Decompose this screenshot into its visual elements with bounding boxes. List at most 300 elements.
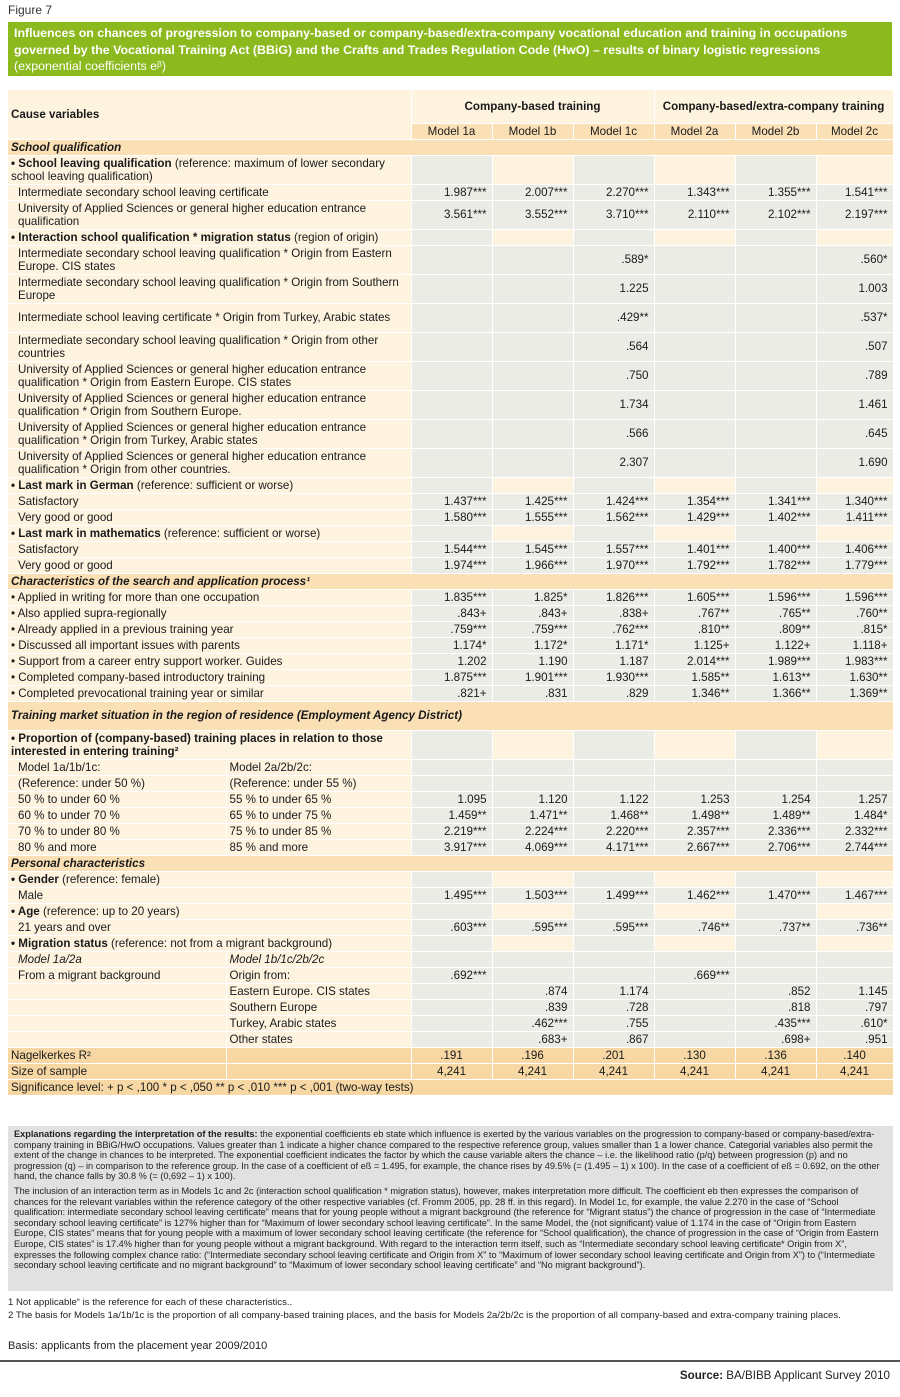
row-label: University of Applied Sciences or general higher education entrance qualification * Origin from other countries. bbox=[8, 448, 411, 477]
row-label-a: Model 1a/2a bbox=[8, 951, 226, 967]
value-cell: 1.489** bbox=[735, 807, 816, 823]
table-row bbox=[8, 791, 893, 807]
value-cell bbox=[735, 951, 816, 967]
value-cell: 1.174 bbox=[573, 983, 654, 999]
row-label-a: (Reference: under 50 %) bbox=[8, 775, 226, 791]
value-cell bbox=[654, 419, 735, 448]
stat-value: .201 bbox=[573, 1047, 654, 1063]
empty-cell bbox=[735, 155, 816, 184]
group-heading bbox=[8, 935, 411, 951]
table-row bbox=[8, 390, 893, 419]
value-cell: 1.987*** bbox=[411, 184, 492, 200]
value-cell: 1.369** bbox=[816, 685, 893, 701]
value-cell bbox=[654, 303, 735, 332]
stat-value: 4,241 bbox=[492, 1063, 573, 1079]
value-cell: .755 bbox=[573, 1015, 654, 1031]
value-cell: 2.197*** bbox=[816, 200, 893, 229]
value-cell: 1.613** bbox=[735, 669, 816, 685]
title-text: Influences on chances of progression to company-based or company-based/extra-company vocational education and training in occupations governed by the Vocational Training Act (BBiG) and the Crafts and Trades Regulation Code (HwO) – results of binary logistic regressions bbox=[14, 26, 848, 57]
value-cell: 3.561*** bbox=[411, 200, 492, 229]
value-cell: 1.989*** bbox=[735, 653, 816, 669]
value-cell: 1.172* bbox=[492, 637, 573, 653]
value-cell: 1.970*** bbox=[573, 557, 654, 573]
value-cell bbox=[492, 951, 573, 967]
empty-cell bbox=[411, 935, 492, 951]
header-company-extra: Company-based/extra-company training bbox=[654, 90, 893, 123]
value-cell: 2.307 bbox=[573, 448, 654, 477]
value-cell: 1.402*** bbox=[735, 509, 816, 525]
value-cell: .759*** bbox=[411, 621, 492, 637]
value-cell: .435*** bbox=[735, 1015, 816, 1031]
table-row bbox=[8, 541, 893, 557]
value-cell: 1.630** bbox=[816, 669, 893, 685]
value-cell bbox=[735, 448, 816, 477]
row-label: Very good or good bbox=[8, 509, 411, 525]
source-label: Source: bbox=[679, 1369, 724, 1382]
value-cell bbox=[492, 390, 573, 419]
empty-cell bbox=[735, 935, 816, 951]
value-cell: 1.202 bbox=[411, 653, 492, 669]
table-row bbox=[8, 983, 893, 999]
row-label: • Support from a career entry support worker. Guides bbox=[8, 653, 411, 669]
value-cell: 2.102*** bbox=[735, 200, 816, 229]
value-cell: 1.122 bbox=[573, 791, 654, 807]
row-label: • Completed company-based introductory training bbox=[8, 669, 411, 685]
empty-cell bbox=[735, 229, 816, 245]
value-cell: 1.145 bbox=[816, 983, 893, 999]
value-cell: 2.219*** bbox=[411, 823, 492, 839]
table-row bbox=[8, 509, 893, 525]
empty-cell bbox=[411, 229, 492, 245]
value-cell: 1.003 bbox=[816, 274, 893, 303]
source-text: BA/BIBB Applicant Survey 2010 bbox=[723, 1369, 890, 1382]
header-cause: Cause variables bbox=[8, 90, 411, 139]
group-heading bbox=[8, 477, 411, 493]
value-cell: .589* bbox=[573, 245, 654, 274]
table-row bbox=[8, 589, 893, 605]
table-row bbox=[8, 477, 893, 493]
value-cell bbox=[654, 361, 735, 390]
value-cell bbox=[573, 775, 654, 791]
value-cell: 1.462*** bbox=[654, 887, 735, 903]
value-cell bbox=[816, 759, 893, 775]
value-cell: 3.552*** bbox=[492, 200, 573, 229]
table-row bbox=[8, 361, 893, 390]
table-row bbox=[8, 605, 893, 621]
value-cell: 1.544*** bbox=[411, 541, 492, 557]
empty-cell bbox=[492, 871, 573, 887]
value-cell bbox=[735, 759, 816, 775]
row-label: Very good or good bbox=[8, 557, 411, 573]
value-cell: 1.484* bbox=[816, 807, 893, 823]
row-label: University of Applied Sciences or general higher education entrance qualification * Origin from Eastern Europe. CIS states bbox=[8, 361, 411, 390]
value-cell: 1.429*** bbox=[654, 509, 735, 525]
empty-cell bbox=[816, 229, 893, 245]
value-cell: 1.580*** bbox=[411, 509, 492, 525]
empty-cell bbox=[411, 871, 492, 887]
value-cell: 1.253 bbox=[654, 791, 735, 807]
table-row bbox=[8, 935, 893, 951]
table-row bbox=[8, 871, 893, 887]
table-row bbox=[8, 887, 893, 903]
row-label-a: 80 % and more bbox=[8, 839, 226, 855]
empty-cell bbox=[573, 871, 654, 887]
value-cell bbox=[411, 245, 492, 274]
table-row bbox=[8, 967, 893, 983]
row-label: • Applied in writing for more than one occupation bbox=[8, 589, 411, 605]
section-heading: Training market situation in the region of residence (Employment Agency District) bbox=[8, 701, 893, 730]
row-label-b: Origin from: bbox=[226, 967, 411, 983]
table-row bbox=[8, 759, 893, 775]
value-cell: 1.190 bbox=[492, 653, 573, 669]
group-label: • Migration status bbox=[11, 936, 108, 950]
row-label-b: 55 % to under 65 % bbox=[226, 791, 411, 807]
empty-cell bbox=[573, 229, 654, 245]
group-heading bbox=[8, 871, 411, 887]
value-cell bbox=[492, 419, 573, 448]
value-cell bbox=[492, 332, 573, 361]
row-label-b: 75 % to under 85 % bbox=[226, 823, 411, 839]
value-cell: 1.468** bbox=[573, 807, 654, 823]
value-cell: 1.118+ bbox=[816, 637, 893, 653]
empty-cell bbox=[492, 155, 573, 184]
row-label-b: Southern Europe bbox=[226, 999, 411, 1015]
row-label: Intermediate secondary school leaving qualification * Origin from other countries bbox=[8, 332, 411, 361]
value-cell bbox=[492, 448, 573, 477]
table-row bbox=[8, 951, 893, 967]
value-cell bbox=[654, 274, 735, 303]
value-cell: 1.901*** bbox=[492, 669, 573, 685]
value-cell: .645 bbox=[816, 419, 893, 448]
table-row bbox=[8, 653, 893, 669]
value-cell: 4.171*** bbox=[573, 839, 654, 855]
value-cell: 1.122+ bbox=[735, 637, 816, 653]
row-label-a bbox=[8, 1031, 226, 1047]
row-label-a: From a migrant background bbox=[8, 967, 226, 983]
basis-note: Basis: applicants from the placement year 2009/2010 bbox=[8, 1340, 268, 1352]
value-cell: .737** bbox=[735, 919, 816, 935]
value-cell: .838+ bbox=[573, 605, 654, 621]
value-cell: .507 bbox=[816, 332, 893, 361]
group-reference: (reference: sufficient or worse) bbox=[160, 526, 321, 540]
table-row bbox=[8, 1031, 893, 1047]
value-cell bbox=[654, 448, 735, 477]
row-label-b: Eastern Europe. CIS states bbox=[226, 983, 411, 999]
value-cell bbox=[654, 759, 735, 775]
stat-value: 4,241 bbox=[735, 1063, 816, 1079]
title-subtext: (exponential coefficients eᵝ) bbox=[14, 59, 166, 73]
table-row bbox=[8, 669, 893, 685]
value-cell: 1.187 bbox=[573, 653, 654, 669]
row-label-a bbox=[8, 999, 226, 1015]
row-label: Intermediate secondary school leaving qualification * Origin from Southern Europe bbox=[8, 274, 411, 303]
row-label: • Completed prevocational training year or similar bbox=[8, 685, 411, 701]
value-cell: 1.437*** bbox=[411, 493, 492, 509]
value-cell: 1.930*** bbox=[573, 669, 654, 685]
empty-cell bbox=[654, 903, 735, 919]
empty-cell bbox=[492, 229, 573, 245]
group-label: • Interaction school qualification * migration status bbox=[11, 230, 291, 244]
significance-legend: Significance level: + p < ,100 * p < ,050 ** p < ,010 *** p < ,001 (two-way tests) bbox=[8, 1079, 893, 1095]
value-cell: 1.545*** bbox=[492, 541, 573, 557]
empty-cell bbox=[573, 525, 654, 541]
value-cell bbox=[411, 448, 492, 477]
value-cell: 2.270*** bbox=[573, 184, 654, 200]
empty-cell bbox=[573, 903, 654, 919]
value-cell bbox=[411, 951, 492, 967]
empty-cell bbox=[411, 730, 492, 759]
value-cell: 1.779*** bbox=[816, 557, 893, 573]
header-model-1c: Model 1c bbox=[573, 123, 654, 139]
group-heading bbox=[8, 525, 411, 541]
group-heading bbox=[8, 730, 411, 759]
value-cell bbox=[735, 419, 816, 448]
table-row bbox=[8, 807, 893, 823]
empty-cell bbox=[816, 935, 893, 951]
row-label-a bbox=[8, 1015, 226, 1031]
group-reference: (reference: female) bbox=[58, 872, 161, 886]
value-cell: .767** bbox=[654, 605, 735, 621]
value-cell: 1.541*** bbox=[816, 184, 893, 200]
value-cell: 1.411*** bbox=[816, 509, 893, 525]
explanation-heading: Explanations regarding the interpretation of the results: bbox=[14, 1129, 258, 1139]
value-cell: 1.825* bbox=[492, 589, 573, 605]
value-cell: .603*** bbox=[411, 919, 492, 935]
value-cell: 4.069*** bbox=[492, 839, 573, 855]
value-cell: .839 bbox=[492, 999, 573, 1015]
value-cell: 1.254 bbox=[735, 791, 816, 807]
value-cell: 2.224*** bbox=[492, 823, 573, 839]
value-cell bbox=[654, 775, 735, 791]
value-cell: .867 bbox=[573, 1031, 654, 1047]
header-company-based: Company-based training bbox=[411, 90, 654, 123]
value-cell: 1.690 bbox=[816, 448, 893, 477]
table-row bbox=[8, 1047, 893, 1063]
table-row bbox=[8, 200, 893, 229]
source-note bbox=[680, 1369, 890, 1382]
table-row bbox=[8, 139, 893, 155]
empty-cell bbox=[411, 525, 492, 541]
value-cell: 1.470*** bbox=[735, 887, 816, 903]
value-cell bbox=[816, 967, 893, 983]
value-cell bbox=[411, 303, 492, 332]
row-label: Intermediate secondary school leaving qualification * Origin from Eastern Europe. CIS states bbox=[8, 245, 411, 274]
figure-title bbox=[8, 22, 892, 76]
explanation-paragraph-2: The inclusion of an interaction term as in Models 1c and 2c (interaction school qualification * migration status), however, makes interpretation more difficult. The coefficient eb then expresses the comparison of chances for the relevant variables within the reference category of the other respective variables (cf. Fromm 2005, pp. 28 ff. in this regard). In Model 1c, for example, the value 2.270 in the case of “School qualification: intermediate secondary school leaving certificate” means that for young people without a migrant background (the reference for “Migrant status”) the chance of progression in the case of “Intermediate secondary school leaving certificate” is 127% higher than for “Maximum of lower secondary school leaving certificate”. In the same Model, the (not significant) value of 1.174 in the case of “Origin from Eastern Europe, CIS states” means that for young people with a maximum of lower secondary school leaving certificate (the reference for “School qualification), the chance of progression in the case of “Origin from Eastern Europe, CIS states” is 17.4% higher than for young people without a migrant background. With regard to the interaction term itself, such as “Intermediate secondary school leaving certificate* Origin from X”, expresses the following complex chance ratio: (“Intermediate secondary school leaving certificate and Origin from X” to “Maximum of lower secondary school leaving certificate and Origin from X”) to (“Intermediate secondary school leaving certificate and no migrant background” to “Maximum of lower secondary school leaving certificate” and “No migrant background”). bbox=[14, 1185, 879, 1271]
section-heading: Characteristics of the search and application process¹ bbox=[8, 573, 893, 589]
value-cell: .429** bbox=[573, 303, 654, 332]
table-row bbox=[8, 839, 893, 855]
value-cell: .746** bbox=[654, 919, 735, 935]
row-label: Male bbox=[8, 887, 411, 903]
value-cell: 1.225 bbox=[573, 274, 654, 303]
value-cell bbox=[492, 361, 573, 390]
empty-cell bbox=[654, 477, 735, 493]
table-row bbox=[8, 621, 893, 637]
empty-cell bbox=[573, 730, 654, 759]
footnote-1: 1 Not applicable“ is the reference for each of these characteristics.. bbox=[8, 1297, 293, 1308]
value-cell: 2.110*** bbox=[654, 200, 735, 229]
table-row bbox=[8, 701, 893, 730]
value-cell: 2.336*** bbox=[735, 823, 816, 839]
group-label: • School leaving qualification bbox=[11, 156, 172, 170]
table-row bbox=[8, 919, 893, 935]
value-cell: 1.498** bbox=[654, 807, 735, 823]
value-cell: .736** bbox=[816, 919, 893, 935]
value-cell: 1.459** bbox=[411, 807, 492, 823]
value-cell bbox=[654, 390, 735, 419]
group-reference: (reference: up to 20 years) bbox=[39, 904, 180, 918]
row-label: University of Applied Sciences or general higher education entrance qualification * Origin from Southern Europe. bbox=[8, 390, 411, 419]
table-row bbox=[8, 855, 893, 871]
table-row bbox=[8, 730, 893, 759]
table-row bbox=[8, 775, 893, 791]
value-cell: .564 bbox=[573, 332, 654, 361]
value-cell: 1.425*** bbox=[492, 493, 573, 509]
stat-label: Size of sample bbox=[8, 1063, 226, 1079]
empty-cell bbox=[654, 229, 735, 245]
value-cell: 1.782*** bbox=[735, 557, 816, 573]
value-cell: .595*** bbox=[492, 919, 573, 935]
table-row bbox=[8, 332, 893, 361]
value-cell: .831 bbox=[492, 685, 573, 701]
stat-value: 4,241 bbox=[654, 1063, 735, 1079]
header-model-1b: Model 1b bbox=[492, 123, 573, 139]
value-cell bbox=[492, 759, 573, 775]
row-label: Intermediate school leaving certificate * Origin from Turkey, Arabic states bbox=[8, 303, 411, 332]
value-cell bbox=[654, 999, 735, 1015]
row-label: University of Applied Sciences or general higher education entrance qualification * Origin from Turkey, Arabic states bbox=[8, 419, 411, 448]
value-cell bbox=[735, 775, 816, 791]
value-cell: 2.014*** bbox=[654, 653, 735, 669]
group-reference: (region of origin) bbox=[290, 230, 379, 244]
empty-cell bbox=[816, 477, 893, 493]
empty-cell bbox=[411, 903, 492, 919]
group-heading bbox=[8, 229, 411, 245]
table-row bbox=[8, 1015, 893, 1031]
value-cell bbox=[735, 332, 816, 361]
stat-value: .130 bbox=[654, 1047, 735, 1063]
row-label: 21 years and over bbox=[8, 919, 411, 935]
value-cell: 1.400*** bbox=[735, 541, 816, 557]
table-row bbox=[8, 637, 893, 653]
value-cell bbox=[411, 983, 492, 999]
value-cell bbox=[816, 951, 893, 967]
value-cell: .829 bbox=[573, 685, 654, 701]
stat-value: 4,241 bbox=[816, 1063, 893, 1079]
value-cell: 1.792*** bbox=[654, 557, 735, 573]
value-cell: .818 bbox=[735, 999, 816, 1015]
empty-cell bbox=[654, 935, 735, 951]
table-row bbox=[8, 184, 893, 200]
value-cell: 1.734 bbox=[573, 390, 654, 419]
empty-cell bbox=[492, 525, 573, 541]
divider-line bbox=[0, 1360, 900, 1362]
value-cell bbox=[735, 274, 816, 303]
footnote-2: 2 The basis for Models 1a/1b/1c is the proportion of all company-based training places, and the basis for Models 2a/2b/2c is the proportion of all company-based and extra-company training places. bbox=[8, 1310, 841, 1321]
value-cell bbox=[573, 967, 654, 983]
header-model-2a: Model 2a bbox=[654, 123, 735, 139]
table-row bbox=[8, 685, 893, 701]
value-cell: .462*** bbox=[492, 1015, 573, 1031]
value-cell: .566 bbox=[573, 419, 654, 448]
group-heading bbox=[8, 903, 411, 919]
value-cell: 1.125+ bbox=[654, 637, 735, 653]
empty-cell bbox=[492, 477, 573, 493]
section-heading: Personal characteristics bbox=[8, 855, 893, 871]
stat-value: .136 bbox=[735, 1047, 816, 1063]
empty-cell bbox=[226, 1047, 411, 1063]
group-label: • Last mark in German bbox=[11, 478, 134, 492]
value-cell bbox=[411, 419, 492, 448]
value-cell: 3.917*** bbox=[411, 839, 492, 855]
value-cell: 1.424*** bbox=[573, 493, 654, 509]
value-cell bbox=[735, 390, 816, 419]
value-cell: .797 bbox=[816, 999, 893, 1015]
value-cell: 2.706*** bbox=[735, 839, 816, 855]
value-cell bbox=[735, 245, 816, 274]
stat-value: 4,241 bbox=[573, 1063, 654, 1079]
value-cell bbox=[654, 983, 735, 999]
value-cell: 1.596*** bbox=[816, 589, 893, 605]
value-cell: 3.710*** bbox=[573, 200, 654, 229]
value-cell bbox=[411, 332, 492, 361]
table-row bbox=[8, 155, 893, 184]
value-cell bbox=[492, 775, 573, 791]
table-row bbox=[8, 573, 893, 589]
value-cell: 1.401*** bbox=[654, 541, 735, 557]
value-cell: 2.667*** bbox=[654, 839, 735, 855]
group-reference: (reference: not from a migrant background) bbox=[107, 936, 333, 950]
value-cell bbox=[492, 967, 573, 983]
value-cell bbox=[492, 245, 573, 274]
value-cell: 1.174* bbox=[411, 637, 492, 653]
row-label-a: Model 1a/1b/1c: bbox=[8, 759, 226, 775]
row-label-a: 70 % to under 80 % bbox=[8, 823, 226, 839]
value-cell: .728 bbox=[573, 999, 654, 1015]
stat-value: .196 bbox=[492, 1047, 573, 1063]
value-cell: 1.499*** bbox=[573, 887, 654, 903]
empty-cell bbox=[735, 730, 816, 759]
row-label-b: 85 % and more bbox=[226, 839, 411, 855]
value-cell: 1.966*** bbox=[492, 557, 573, 573]
value-cell: .669*** bbox=[654, 967, 735, 983]
value-cell: 1.826*** bbox=[573, 589, 654, 605]
stat-label: Nagelkerkes R² bbox=[8, 1047, 226, 1063]
empty-cell bbox=[654, 155, 735, 184]
empty-cell bbox=[654, 871, 735, 887]
value-cell: 1.875*** bbox=[411, 669, 492, 685]
value-cell: 1.557*** bbox=[573, 541, 654, 557]
value-cell bbox=[411, 390, 492, 419]
table-row bbox=[8, 525, 893, 541]
empty-cell bbox=[735, 871, 816, 887]
value-cell: .843+ bbox=[411, 605, 492, 621]
row-label: Intermediate secondary school leaving certificate bbox=[8, 184, 411, 200]
value-cell: 1.120 bbox=[492, 791, 573, 807]
empty-cell bbox=[816, 903, 893, 919]
regression-table bbox=[8, 90, 894, 1096]
value-cell: .692*** bbox=[411, 967, 492, 983]
value-cell bbox=[654, 1015, 735, 1031]
value-cell: 1.585** bbox=[654, 669, 735, 685]
table-row bbox=[8, 448, 893, 477]
empty-cell bbox=[492, 903, 573, 919]
row-label-a: 60 % to under 70 % bbox=[8, 807, 226, 823]
stat-value: .191 bbox=[411, 1047, 492, 1063]
table-row bbox=[8, 493, 893, 509]
explanation-paragraph-1: the exponential coefficients eb state which influence is exerted by the various variables on the progression to company-based or company-based/extra-company training in BBiG/HwO occupations. Values greater than 1 indicate a higher chance compared to the respective reference group, values smaller than 1 a lower chance. Categorial variables also permit the extent of the change in chances to be interpreted. The exponential coefficient indicates the factor by which the cause variable alters the chance – i.e. the likelihood ratio (p/q) between progression (p) and no progression (q) – in comparison to the reference group. In the case of a coefficient of eß = 1.495, for example, the chance rises by 49.5% (= (1.495 – 1) x 100). In the case of a coefficient of eß = 0.692, on the other hand, the chance falls by 30.8 % (= (0,692 – 1) x 100). bbox=[14, 1129, 880, 1182]
